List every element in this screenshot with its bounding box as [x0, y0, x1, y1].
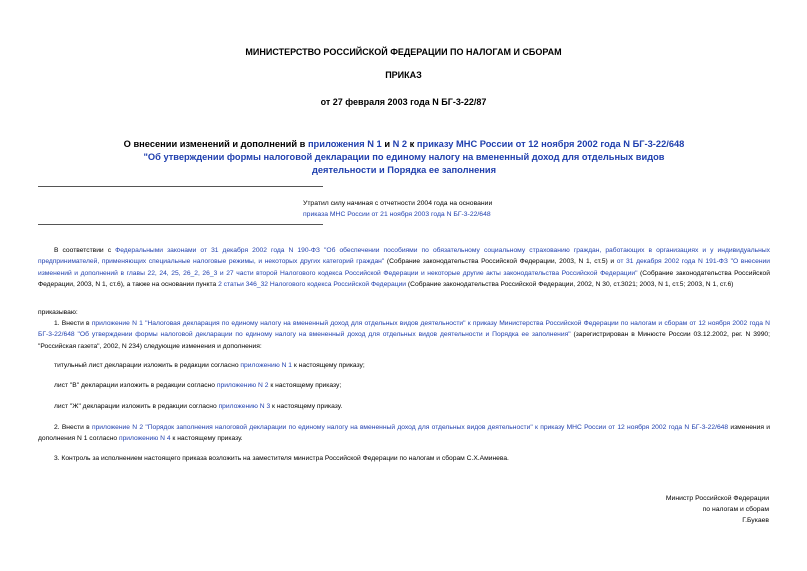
signature-line-1: Министр Российской Федерации — [665, 495, 769, 502]
text: (Собрание законодательства Российской Федерации, 2002, N 30, ст.3021; 2003, N 1, ст.5; 2003, N 1, ст.6) — [406, 280, 734, 288]
sub-item-3 — [38, 401, 770, 412]
text: лист "Ж" декларации изложить в редакции согласно — [54, 403, 219, 410]
status-note-text: Утратил силу начиная с отчетности 2004 года на основании — [303, 200, 493, 207]
title-text: и — [381, 139, 393, 149]
link-attachment-4[interactable]: приложению N 4 — [118, 435, 171, 443]
ministry-heading: МИНИСТЕРСТВО РОССИЙСКОЙ ФЕДЕРАЦИИ ПО НАЛОГАМ И СБОРАМ — [245, 47, 562, 57]
text: к настоящему приказу; — [268, 382, 342, 389]
status-note-link[interactable]: приказа МНС России от 21 ноября 2003 года N БГ-3-22/648 — [303, 211, 491, 218]
signature-block — [569, 493, 769, 526]
title-link-appendix-2[interactable]: N 2 — [392, 139, 408, 149]
preamble-paragraph — [38, 245, 770, 290]
sub-item-2 — [38, 380, 770, 391]
item-1-paragraph — [38, 318, 770, 352]
link-appendix-1-declaration[interactable]: приложение N 1 "Налоговая декларация по единому налогу на вмененный доход для отдельных видов деятельности" к приказу Министерства Российской Федерации по налогам и сборам от 12 ноября 2002 года N БГ-3-22/648 "Об утверждении формы налоговой декларации по единому налогу на вмененный доход для отдельных видов деятельности и Порядка ее заполнения" — [38, 320, 770, 339]
divider-top — [38, 186, 323, 187]
text: титульный лист декларации изложить в редакции согласно — [54, 362, 241, 369]
document-title — [120, 138, 688, 177]
link-attachment-1[interactable]: приложению N 1 — [240, 362, 293, 369]
link-attachment-2[interactable]: приложению N 2 — [216, 382, 269, 389]
text: лист "В" декларации изложить в редакции согласно — [54, 382, 217, 389]
title-link-order[interactable]: приказу МНС России от 12 ноября 2002 года N БГ-3-22/648 "Об утверждении формы налоговой декларации по единому налогу на вмененный доход для отдельных видов деятельности и Порядка ее заполнения — [143, 139, 685, 175]
link-attachment-3[interactable]: приложению N 3 — [218, 403, 271, 410]
link-federal-law-191[interactable]: от 31 декабря 2002 года N 191-ФЗ "О внесении изменений и дополнений в главы 22, 24, 25, 26_2, 26_3 и 27 части второй Налогового кодекса Российской Федерации и некоторые другие акты законодательства Российской Федерации" — [38, 258, 771, 277]
link-tax-code-article[interactable]: 2 статьи 346_32 Налогового кодекса Российской Федерации — [218, 280, 407, 288]
link-federal-law-190[interactable]: Федеральными законами от 31 декабря 2002 года N 190-ФЗ "Об обеспечении пособиями по обязательному социальному страхованию граждан, работающих в организациях и у индивидуальных предпринимателей, применяющих специальные налоговые режимы, и некоторых других категорий граждан" — [38, 247, 770, 266]
text: изменения и дополнения N 1 согласно — [38, 424, 770, 443]
text: 2. Внести в — [54, 424, 92, 431]
text: (Собрание законодательства Российской Федерации, 2003, N 1, ст.5) и — [384, 258, 617, 266]
date-number: от 27 февраля 2003 года N БГ-3-22/87 — [320, 97, 487, 107]
item-2-paragraph — [38, 422, 770, 445]
signature-line-3: Г.Букаев — [742, 517, 769, 524]
text: В соответствии с — [54, 247, 116, 254]
item-3-paragraph: 3. Контроль за исполнением настоящего приказа возложить на заместителя министра Российской Федерации по налогам и сборам С.Х.Аминева. — [54, 455, 509, 462]
sub-item-1 — [38, 360, 770, 371]
order-word: приказываю: — [38, 309, 78, 316]
title-text: к — [407, 139, 417, 149]
divider-bottom — [38, 224, 323, 225]
text: (зарегистрирован в Минюсте России 03.12.2002, рег. N 3990; "Российская газета", 2002, N 234) следующие изменения и дополнения: — [38, 331, 770, 350]
title-text: О внесении изменений и дополнений в — [123, 139, 308, 149]
title-link-appendix-1[interactable]: приложения N 1 — [307, 139, 382, 149]
text: к настоящему приказу. — [170, 435, 243, 443]
text: 1. Внести в — [54, 320, 92, 327]
text: (Собрание законодательства Российской Федерации, 2003, N 1, ст.6), а также на основании пункта — [38, 269, 770, 288]
signature-line-2: по налогам и сборам — [702, 506, 769, 513]
text: к настоящему приказу. — [270, 403, 343, 410]
text: к настоящему приказу; — [292, 362, 365, 369]
status-note — [303, 198, 803, 220]
doc-type-heading: ПРИКАЗ — [385, 70, 422, 80]
link-appendix-2-procedure[interactable]: приложение N 2 "Порядок заполнения налоговой декларации по единому налогу на вмененный доход для отдельных видов деятельности" к приказу МНС России от 12 ноября 2002 года N БГ-3-22/648 — [91, 424, 729, 431]
